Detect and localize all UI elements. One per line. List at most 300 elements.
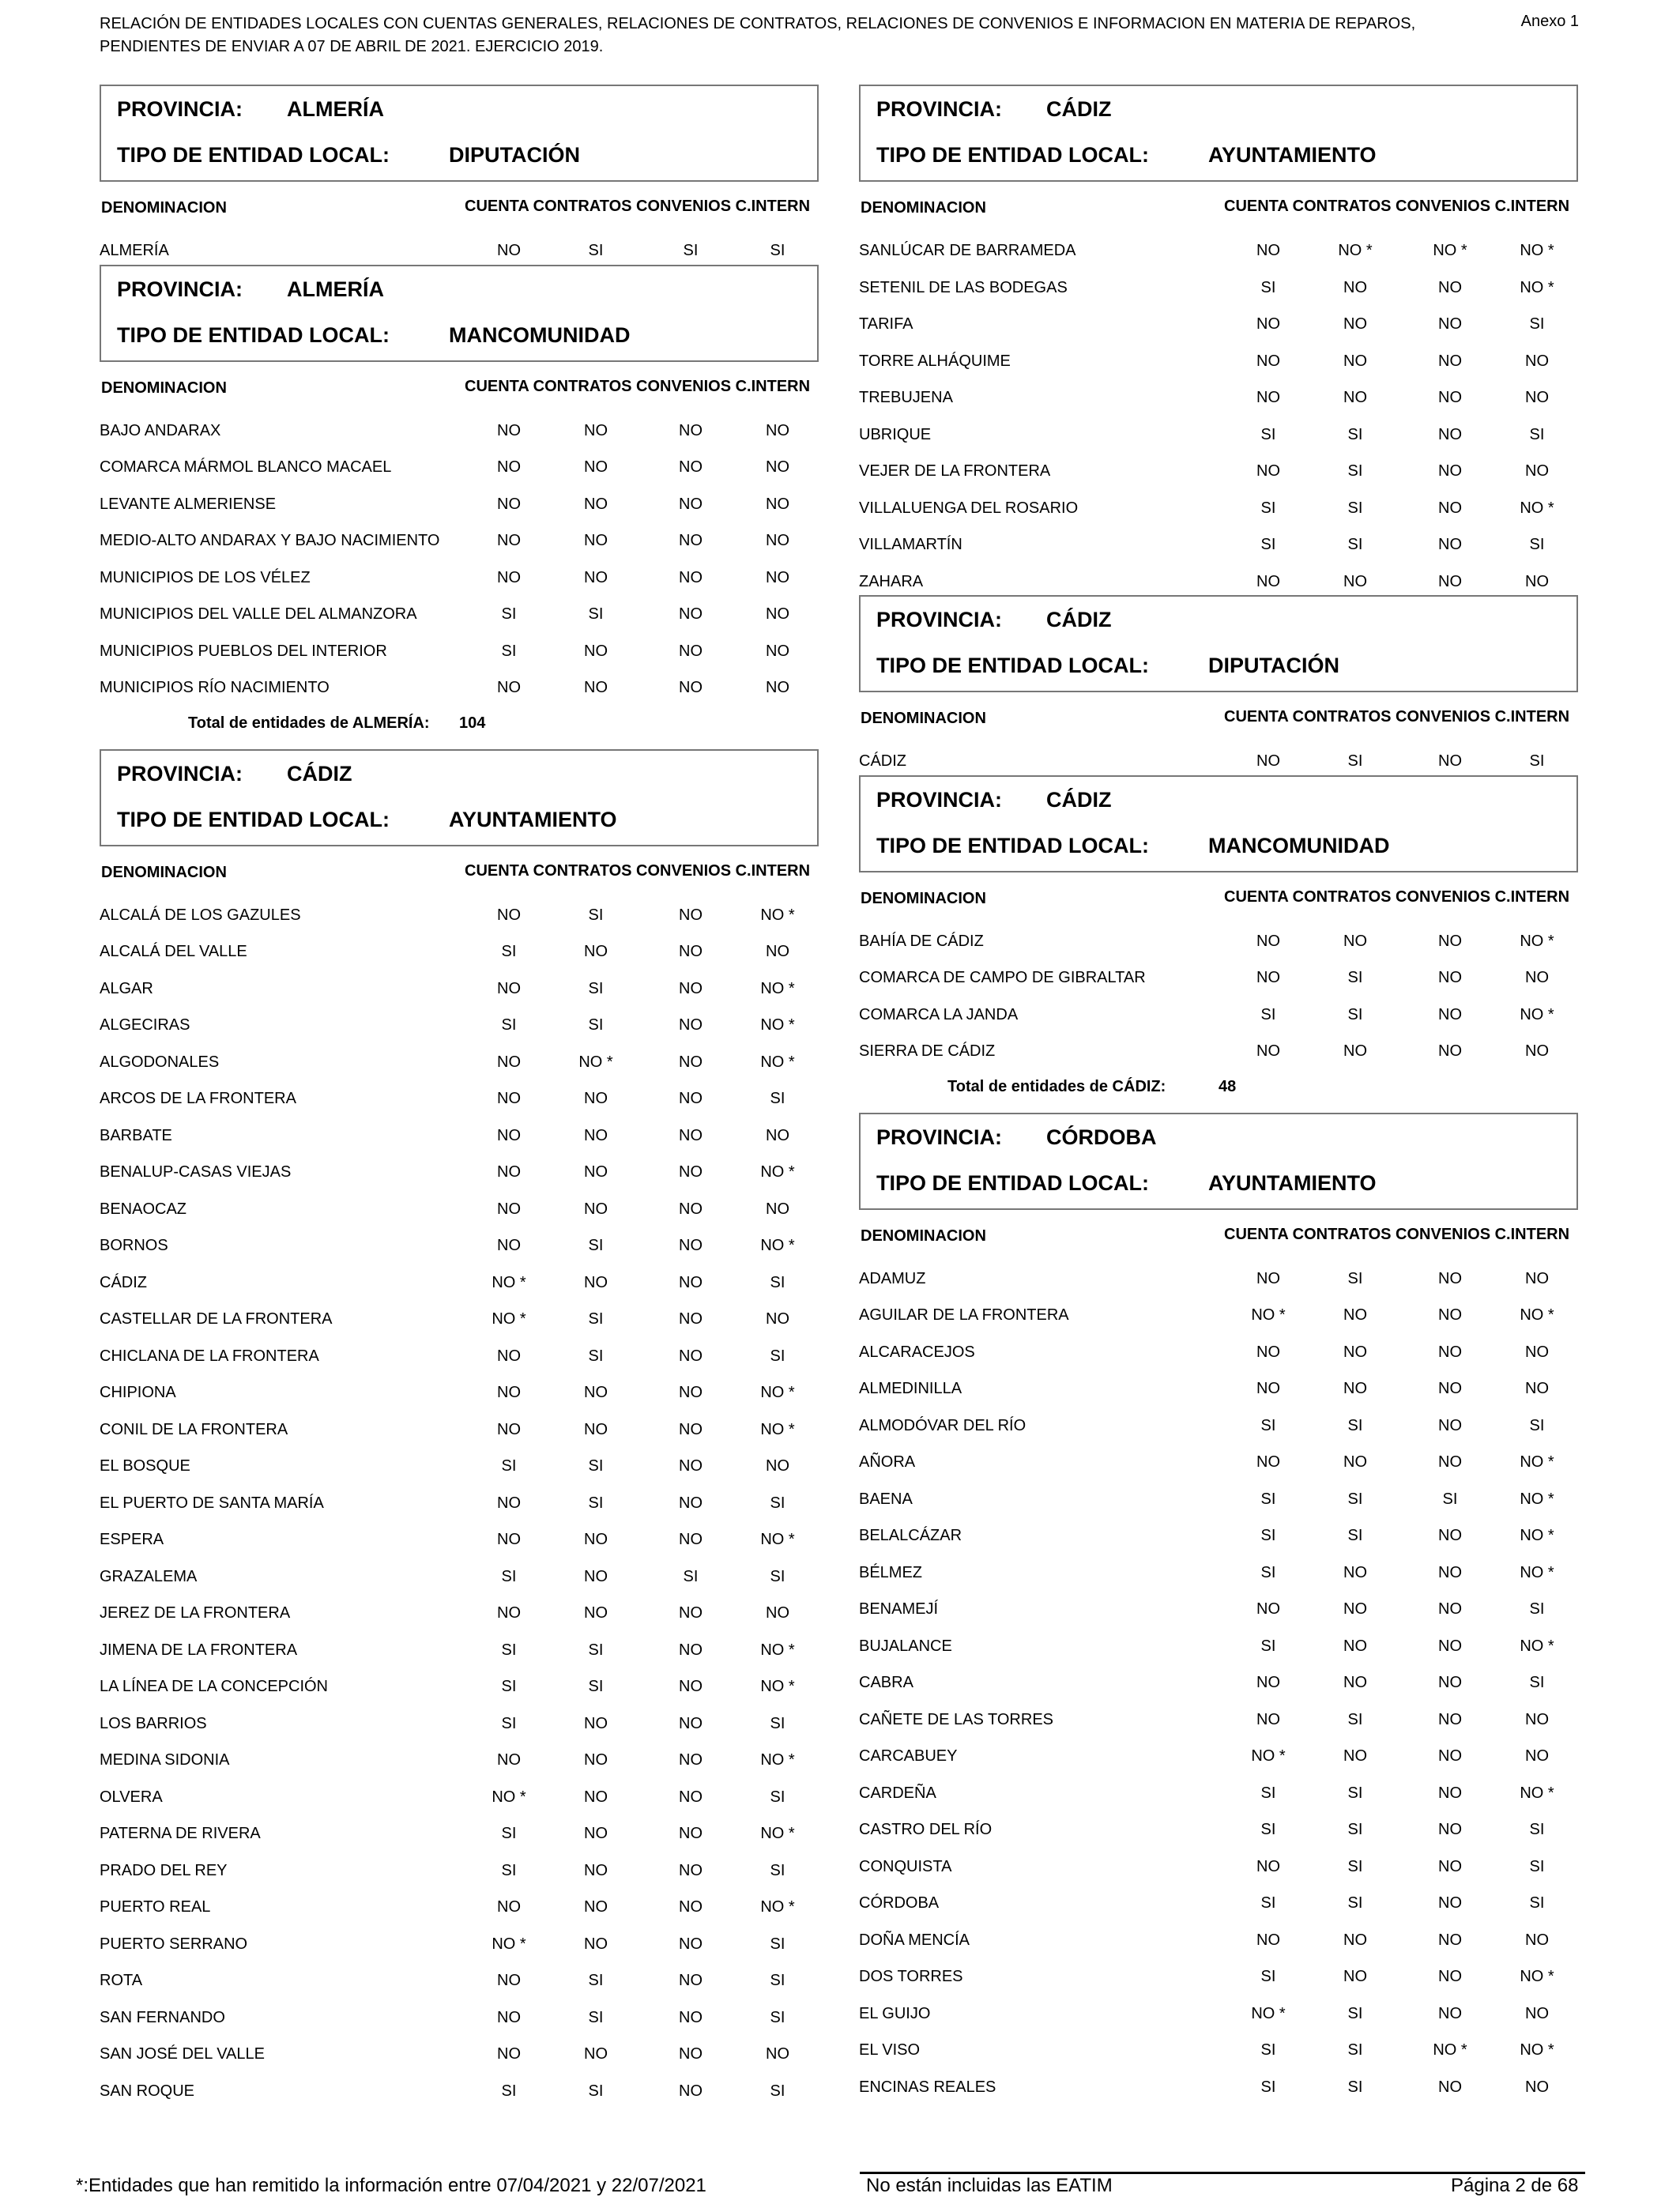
entity-name: PUERTO SERRANO [100, 1935, 248, 1953]
status-cell: NO [679, 458, 703, 476]
table-row [859, 1733, 1586, 1770]
status-cell: SI [588, 242, 604, 259]
status-cell: NO * [760, 1384, 795, 1401]
status-cell: NO [1256, 1931, 1280, 1949]
status-cell: NO [497, 1531, 521, 1548]
status-cell: NO [1438, 572, 1462, 590]
entity-name: BUJALANCE [859, 1637, 952, 1655]
status-cell: NO [679, 1126, 703, 1144]
status-cell: SI [501, 605, 517, 623]
status-cell: SI [501, 1714, 517, 1732]
table-row [100, 1076, 827, 1113]
status-cell: SI [588, 1494, 604, 1512]
status-cell: SI [1347, 1269, 1363, 1287]
status-cell: NO [1438, 1674, 1462, 1691]
status-cell: SI [501, 1641, 517, 1659]
entity-name: BENALUP-CASAS VIEJAS [100, 1163, 292, 1181]
status-cell: NO [679, 1861, 703, 1879]
status-cell: NO * [1520, 1527, 1554, 1544]
entity-name: LOS BARRIOS [100, 1714, 207, 1732]
table-row [859, 559, 1586, 596]
status-cell: NO * [760, 1016, 795, 1034]
status-cell: SI [1529, 752, 1545, 770]
entity-name: CÁDIZ [100, 1273, 147, 1291]
status-cell: NO [1438, 1005, 1462, 1023]
status-cell: NO [584, 1935, 608, 1953]
entity-name: CARDEÑA [859, 1784, 936, 1802]
status-cell: NO * [760, 1420, 795, 1438]
status-cell: NO [1256, 352, 1280, 370]
status-cell: NO [766, 1200, 789, 1218]
province-box [100, 749, 819, 846]
status-cell: NO [1343, 932, 1367, 950]
status-cell: SI [770, 1861, 785, 1879]
status-cell: NO [584, 458, 608, 476]
table-row [100, 591, 827, 628]
status-cell: SI [588, 906, 604, 924]
table-row [100, 1407, 827, 1444]
province-value: CÁDIZ [1046, 608, 1112, 631]
status-cell: SI [1347, 1416, 1363, 1434]
status-cell: NO * [492, 1935, 526, 1953]
entity-name: CAÑETE DE LAS TORRES [859, 1710, 1053, 1728]
status-cell: NO [497, 1237, 521, 1254]
entity-type-line [876, 143, 1377, 168]
entity-name: BORNOS [100, 1237, 168, 1254]
entity-name: UBRIQUE [859, 425, 932, 443]
status-cell: NO [766, 458, 789, 476]
table-row [100, 1921, 827, 1958]
status-cell: NO [1438, 1453, 1462, 1471]
table-row [100, 1480, 827, 1517]
status-cell: SI [1260, 2041, 1276, 2059]
status-cell: SI [501, 943, 517, 960]
entity-name: ALGAR [100, 979, 153, 997]
status-cell: SI [1529, 315, 1545, 333]
entity-name: BARBATE [100, 1126, 172, 1144]
table-row [100, 2068, 827, 2105]
status-cell: NO [766, 1126, 789, 1144]
status-cell: NO [679, 1347, 703, 1365]
status-cell: SI [1347, 2078, 1363, 2096]
status-cell: NO [497, 458, 521, 476]
status-cell: NO [584, 495, 608, 513]
table-row [859, 1807, 1586, 1844]
entity-name: ALGODONALES [100, 1053, 220, 1071]
status-cell: SI [1260, 1784, 1276, 1802]
table-row [859, 918, 1586, 955]
status-cell: NO * [578, 1053, 613, 1071]
table-row [859, 1954, 1586, 1991]
entity-type-label: TIPO DE ENTIDAD LOCAL: [117, 322, 390, 347]
entity-name: BENAMEJÍ [859, 1600, 939, 1618]
status-cell: NO [584, 1531, 608, 1548]
entity-name: ALCARACEJOS [859, 1343, 975, 1361]
status-cell: NO [1525, 2004, 1549, 2022]
status-columns-header: CUENTA CONTRATOS CONVENIOS C.INTERN [465, 377, 811, 395]
table-row [100, 1370, 827, 1407]
status-cell: NO [1438, 1894, 1462, 1912]
table-row [859, 1917, 1586, 1954]
status-cell: NO * [1520, 932, 1554, 950]
table-row [100, 1333, 827, 1370]
denominacion-header: DENOMINACION [101, 199, 227, 217]
table-row [100, 929, 827, 966]
status-cell: NO [1438, 2004, 1462, 2022]
status-cell: NO [1256, 462, 1280, 480]
status-cell: NO [584, 568, 608, 586]
table-row [100, 555, 827, 592]
status-cell: NO [1438, 1380, 1462, 1397]
entity-name: COMARCA DE CAMPO DE GIBRALTAR [859, 969, 1146, 986]
table-row [859, 265, 1586, 302]
entity-name: DOÑA MENCÍA [859, 1931, 970, 1949]
status-cell: NO [679, 1090, 703, 1107]
status-cell: NO [1343, 1931, 1367, 1949]
province-line [876, 97, 1112, 122]
total-label: Total de entidades de CÁDIZ: [947, 1077, 1166, 1095]
page-header [100, 13, 1443, 58]
status-cell: NO [497, 1126, 521, 1144]
status-cell: SI [1260, 1894, 1276, 1912]
table-row [859, 1623, 1586, 1660]
entity-type-value: AYUNTAMIENTO [449, 807, 617, 831]
entity-name: JIMENA DE LA FRONTERA [100, 1641, 298, 1659]
status-cell: SI [1260, 1416, 1276, 1434]
status-cell: NO [1438, 389, 1462, 406]
table-row [100, 1554, 827, 1591]
status-cell: SI [1347, 1710, 1363, 1728]
entity-type-label: TIPO DE ENTIDAD LOCAL: [117, 143, 390, 167]
status-cell: NO [766, 943, 789, 960]
status-cell: NO [497, 1200, 521, 1218]
status-cell: SI [1347, 462, 1363, 480]
table-row [100, 481, 827, 518]
status-cell: NO [679, 1494, 703, 1512]
status-cell: SI [501, 1016, 517, 1034]
table-row [100, 665, 827, 702]
entity-type-value: MANCOMUNIDAD [1208, 833, 1390, 857]
status-cell: NO [679, 605, 703, 623]
status-cell: NO [1438, 352, 1462, 370]
column-header [859, 872, 1586, 918]
status-cell: NO [1343, 1600, 1367, 1618]
status-cell: NO [1256, 1600, 1280, 1618]
table-row [859, 522, 1586, 559]
entity-name: ALMEDINILLA [859, 1380, 962, 1397]
status-cell: NO [1525, 1343, 1549, 1361]
status-cell: NO [497, 1972, 521, 1989]
table-row [859, 955, 1586, 992]
table-row [859, 1770, 1586, 1807]
entity-name: SAN JOSÉ DEL VALLE [100, 2045, 265, 2063]
total-label: Total de entidades de ALMERÍA: [188, 714, 430, 732]
status-cell: SI [770, 1714, 785, 1732]
status-cell: NO * [760, 1825, 795, 1842]
province-line [117, 762, 352, 786]
status-cell: NO [497, 2045, 521, 2063]
status-cell: NO * [1520, 1453, 1554, 1471]
table-row [859, 1028, 1586, 1065]
entity-name: VILLALUENGA DEL ROSARIO [859, 499, 1079, 517]
status-cell: NO [766, 679, 789, 696]
entity-name: ALMODÓVAR DEL RÍO [859, 1416, 1026, 1434]
denominacion-header: DENOMINACION [861, 1227, 986, 1245]
status-cell: NO [679, 2082, 703, 2100]
table-row [100, 1995, 827, 2032]
status-cell: NO [1343, 389, 1367, 406]
status-cell: NO [1438, 1343, 1462, 1361]
status-cell: SI [1529, 1600, 1545, 1618]
status-cell: NO [679, 532, 703, 549]
entity-name: BAJO ANDARAX [100, 421, 221, 439]
header-line-2: PENDIENTES DE ENVIAR A 07 DE ABRIL DE 2021. EJERCICIO 2019. [100, 38, 604, 55]
status-cell: NO * [1433, 242, 1467, 259]
entity-type-label: TIPO DE ENTIDAD LOCAL: [876, 1170, 1149, 1195]
status-cell: NO [1256, 932, 1280, 950]
status-cell: NO [1525, 572, 1549, 590]
status-cell: SI [588, 1972, 604, 1989]
status-cell: NO [1438, 1416, 1462, 1434]
status-cell: NO [1525, 1747, 1549, 1765]
status-cell: NO * [1520, 1563, 1554, 1581]
province-label: PROVINCIA: [117, 97, 243, 121]
province-label: PROVINCIA: [876, 787, 1003, 812]
table-row [859, 738, 1586, 775]
status-cell: NO [1256, 572, 1280, 590]
status-cell: NO [1525, 2078, 1549, 2096]
entity-type-value: AYUNTAMIENTO [1208, 1170, 1377, 1195]
status-cell: SI [1260, 278, 1276, 296]
status-cell: NO [679, 495, 703, 513]
status-cell: SI [770, 1090, 785, 1107]
status-cell: NO [584, 1273, 608, 1291]
province-box [859, 85, 1578, 182]
entity-type-line [876, 654, 1339, 678]
denominacion-header: DENOMINACION [861, 710, 986, 727]
entity-name: SAN FERNANDO [100, 2008, 225, 2026]
entity-name: SIERRA DE CÁDIZ [859, 1042, 996, 1060]
status-cell: NO [1256, 242, 1280, 259]
status-columns-header: CUENTA CONTRATOS CONVENIOS C.INTERN [1224, 198, 1570, 215]
status-cell: NO * [492, 1273, 526, 1291]
entity-name: LA LÍNEA DE LA CONCEPCIÓN [100, 1678, 328, 1695]
status-cell: SI [770, 2082, 785, 2100]
status-cell: NO [1256, 1343, 1280, 1361]
status-cell: SI [501, 1567, 517, 1585]
province-box [859, 775, 1578, 872]
status-cell: SI [770, 1788, 785, 1806]
status-cell: NO [1438, 1600, 1462, 1618]
entity-name: VEJER DE LA FRONTERA [859, 462, 1051, 480]
entity-name: EL GUIJO [859, 2004, 931, 2022]
status-cell: NO [1256, 1269, 1280, 1287]
status-cell: NO * [760, 1531, 795, 1548]
table-row [100, 1884, 827, 1921]
column-header [859, 1210, 1586, 1256]
status-cell: SI [1260, 499, 1276, 517]
status-cell: SI [1529, 1894, 1545, 1912]
status-cell: SI [770, 1972, 785, 1989]
status-cell: NO [766, 1604, 789, 1622]
status-cell: SI [1260, 2078, 1276, 2096]
status-cell: SI [1260, 536, 1276, 553]
entity-name: JEREZ DE LA FRONTERA [100, 1604, 291, 1622]
status-cell: NO [584, 1163, 608, 1181]
status-cell: NO [584, 1861, 608, 1879]
status-cell: NO [497, 1347, 521, 1365]
status-cell: NO [1256, 1380, 1280, 1397]
table-row [859, 1586, 1586, 1623]
entity-name: ZAHARA [859, 572, 924, 590]
province-box [859, 595, 1578, 692]
table-row [100, 1590, 827, 1627]
entity-name: AÑORA [859, 1453, 916, 1471]
status-cell: SI [770, 1347, 785, 1365]
status-cell: NO [584, 1090, 608, 1107]
status-cell: SI [1529, 1416, 1545, 1434]
status-cell: NO [1438, 278, 1462, 296]
entity-name: ALCALÁ DEL VALLE [100, 943, 247, 960]
status-cell: NO [497, 1420, 521, 1438]
entity-name: ADAMUZ [859, 1269, 926, 1287]
status-cell: NO [766, 532, 789, 549]
entity-name: BAHÍA DE CÁDIZ [859, 932, 984, 950]
denominacion-header: DENOMINACION [101, 863, 227, 881]
entity-name: MUNICIPIOS PUEBLOS DEL INTERIOR [100, 642, 387, 660]
entity-type-line [117, 323, 630, 348]
status-cell: NO * [760, 1163, 795, 1181]
province-box [100, 85, 819, 182]
status-cell: NO [679, 1273, 703, 1291]
entity-name: SANLÚCAR DE BARRAMEDA [859, 242, 1076, 259]
entity-name: MEDIO-ALTO ANDARAX Y BAJO NACIMIENTO [100, 532, 440, 549]
status-cell: NO [1343, 315, 1367, 333]
table-row [100, 1296, 827, 1333]
entity-type-line [876, 834, 1389, 858]
table-row [859, 1660, 1586, 1697]
status-cell: NO [1438, 1269, 1462, 1287]
status-cell: NO [1438, 969, 1462, 986]
status-cell: NO [1343, 1042, 1367, 1060]
status-cell: NO [1438, 2078, 1462, 2096]
entity-name: GRAZALEMA [100, 1567, 198, 1585]
status-cell: NO [679, 2045, 703, 2063]
entity-type-label: TIPO DE ENTIDAD LOCAL: [876, 833, 1149, 857]
entity-type-value: DIPUTACIÓN [1208, 654, 1339, 677]
status-cell: NO [584, 1200, 608, 1218]
entity-name: SETENIL DE LAS BODEGAS [859, 278, 1068, 296]
status-columns-header: CUENTA CONTRATOS CONVENIOS C.INTERN [1224, 887, 1570, 906]
status-cell: NO [679, 421, 703, 439]
table-row [100, 1517, 827, 1554]
table-row [100, 628, 827, 665]
entity-type-value: MANCOMUNIDAD [449, 322, 631, 347]
entity-name: SAN ROQUE [100, 2082, 195, 2100]
table-row [100, 1627, 827, 1664]
status-cell: NO * [760, 1678, 795, 1695]
province-value: CÁDIZ [1046, 787, 1112, 812]
table-row [100, 1737, 827, 1774]
table-row [859, 1513, 1586, 1550]
status-cell: SI [1529, 536, 1545, 553]
status-cell: SI [1347, 1490, 1363, 1508]
status-cell: NO [584, 1567, 608, 1585]
entity-name: BÉLMEZ [859, 1563, 923, 1581]
status-cell: NO [766, 2045, 789, 2063]
status-cell: NO [766, 605, 789, 623]
province-total [100, 702, 827, 749]
status-cell: NO * [1520, 278, 1554, 296]
status-cell: NO [1438, 1710, 1462, 1728]
status-cell: NO [679, 1641, 703, 1659]
status-cell: NO [1438, 752, 1462, 770]
status-cell: NO [679, 1053, 703, 1071]
status-cell: NO [1343, 1380, 1367, 1397]
status-cell: NO * [760, 1751, 795, 1769]
table-row [859, 1256, 1586, 1293]
status-cell: NO [679, 1420, 703, 1438]
status-cell: NO [1438, 499, 1462, 517]
table-row [859, 1476, 1586, 1513]
status-cell: SI [588, 1310, 604, 1328]
entity-type-line [117, 143, 580, 168]
entity-name: MUNICIPIOS DE LOS VÉLEZ [100, 568, 311, 586]
province-box [100, 265, 819, 362]
column-header [859, 182, 1586, 228]
status-cell: NO [1525, 352, 1549, 370]
status-cell: NO [679, 1016, 703, 1034]
entity-name: ALCALÁ DE LOS GAZULES [100, 906, 301, 924]
status-cell: NO * [492, 1788, 526, 1806]
status-cell: NO [584, 943, 608, 960]
province-value: CÓRDOBA [1046, 1125, 1157, 1149]
table-row [859, 375, 1586, 412]
status-cell: SI [1260, 1527, 1276, 1544]
status-cell: NO * [1338, 242, 1373, 259]
province-total [859, 1065, 1586, 1113]
status-cell: NO [584, 1604, 608, 1622]
status-cell: SI [1529, 425, 1545, 443]
status-cell: NO [584, 642, 608, 660]
status-cell: NO [1438, 1931, 1462, 1949]
status-cell: SI [1347, 1857, 1363, 1875]
status-cell: NO * [1520, 1968, 1554, 1985]
status-cell: NO [679, 642, 703, 660]
province-label: PROVINCIA: [876, 97, 1003, 121]
table-row [859, 1366, 1586, 1403]
status-cell: NO [679, 1237, 703, 1254]
status-cell: NO [1438, 536, 1462, 553]
table-row [859, 992, 1586, 1029]
status-cell: NO [1525, 1042, 1549, 1060]
entity-name: EL PUERTO DE SANTA MARÍA [100, 1494, 324, 1512]
footer-note: *:Entidades que han remitido la información entre 07/04/2021 y 22/07/2021 [76, 2175, 706, 2196]
province-value: ALMERÍA [287, 97, 384, 121]
status-cell: NO [679, 2008, 703, 2026]
status-cell: NO [584, 1384, 608, 1401]
status-cell: NO [1256, 1042, 1280, 1060]
status-cell: SI [588, 1457, 604, 1475]
table-row [859, 1329, 1586, 1366]
entity-type-label: TIPO DE ENTIDAD LOCAL: [876, 654, 1149, 677]
table-row [859, 1880, 1586, 1917]
entity-name: ALGECIRAS [100, 1016, 190, 1034]
page-number: Página 2 de 68 [1451, 2175, 1579, 2196]
column-header [100, 182, 827, 228]
total-value: 48 [1219, 1077, 1237, 1095]
status-cell: NO [1343, 1968, 1367, 1985]
